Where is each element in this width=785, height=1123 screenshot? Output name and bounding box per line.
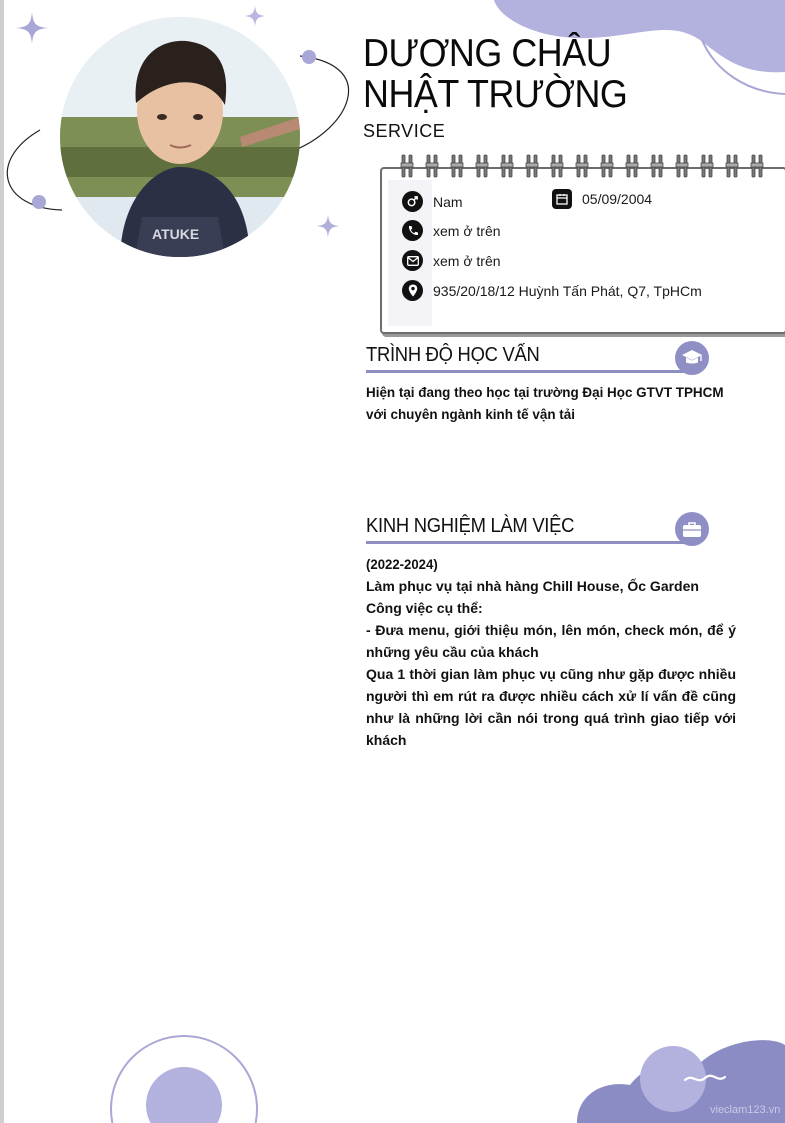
mail-icon xyxy=(402,250,423,271)
candidate-name xyxy=(363,33,731,115)
address-value: 935/20/18/12 Huỳnh Tấn Phát, Q7, TpHCm xyxy=(433,282,702,299)
profile-photo xyxy=(60,17,300,257)
info-address xyxy=(402,280,702,301)
experience-underline xyxy=(366,541,686,544)
name-line-1: DƯƠNG CHÂU xyxy=(363,32,612,75)
email-value: xem ở trên xyxy=(433,252,501,269)
experience-period: (2022-2024) xyxy=(366,556,438,572)
graduation-cap-icon xyxy=(675,341,709,375)
briefcase-icon xyxy=(675,512,709,546)
phone-icon xyxy=(402,220,423,241)
education-underline xyxy=(366,370,686,373)
experience-details-label: Công việc cụ thể: xyxy=(366,600,483,616)
experience-title: KINH NGHIỆM LÀM VIỆC xyxy=(366,515,575,537)
education-title: TRÌNH ĐỘ HỌC VẤN xyxy=(366,344,540,366)
experience-content xyxy=(366,553,736,751)
experience-job: Làm phục vụ tại nhà hàng Chill House, Ốc Garden xyxy=(366,578,699,594)
info-birthdate xyxy=(552,189,652,209)
birthdate-value: 05/09/2004 xyxy=(582,191,653,207)
info-phone xyxy=(402,220,501,241)
education-text: Hiện tại đang theo học tại trường Đại Học GTVT TPHCM với chuyên ngành kinh tế vận tải xyxy=(366,384,724,422)
sparkle-icon xyxy=(244,5,266,27)
info-gender xyxy=(402,191,463,212)
location-icon xyxy=(402,280,423,301)
gender-icon xyxy=(402,191,423,212)
phone-value: xem ở trên xyxy=(433,222,501,239)
notebook-rings xyxy=(398,153,778,179)
name-line-2: NHẬT TRƯỜNG xyxy=(363,73,628,116)
info-email xyxy=(402,250,501,271)
job-title: SERVICE xyxy=(363,121,446,141)
bottom-left-circles xyxy=(100,1025,270,1123)
experience-duty: - Đưa menu, giới thiệu món, lên món, check món, để ý những yêu cầu của khách xyxy=(366,622,736,660)
experience-reflection: Qua 1 thời gian làm phục vụ cũng như gặp được nhiều người thì em rút ra được nhiều cách xử lí vấn đề cũng như là những lời cần nói trong quá trình giao tiếp với khách xyxy=(366,666,736,748)
watermark: vieclam123.vn xyxy=(710,1104,781,1116)
svg-text:ATUKE: ATUKE xyxy=(152,226,200,242)
calendar-icon xyxy=(552,189,572,209)
gender-value: Nam xyxy=(433,193,463,210)
